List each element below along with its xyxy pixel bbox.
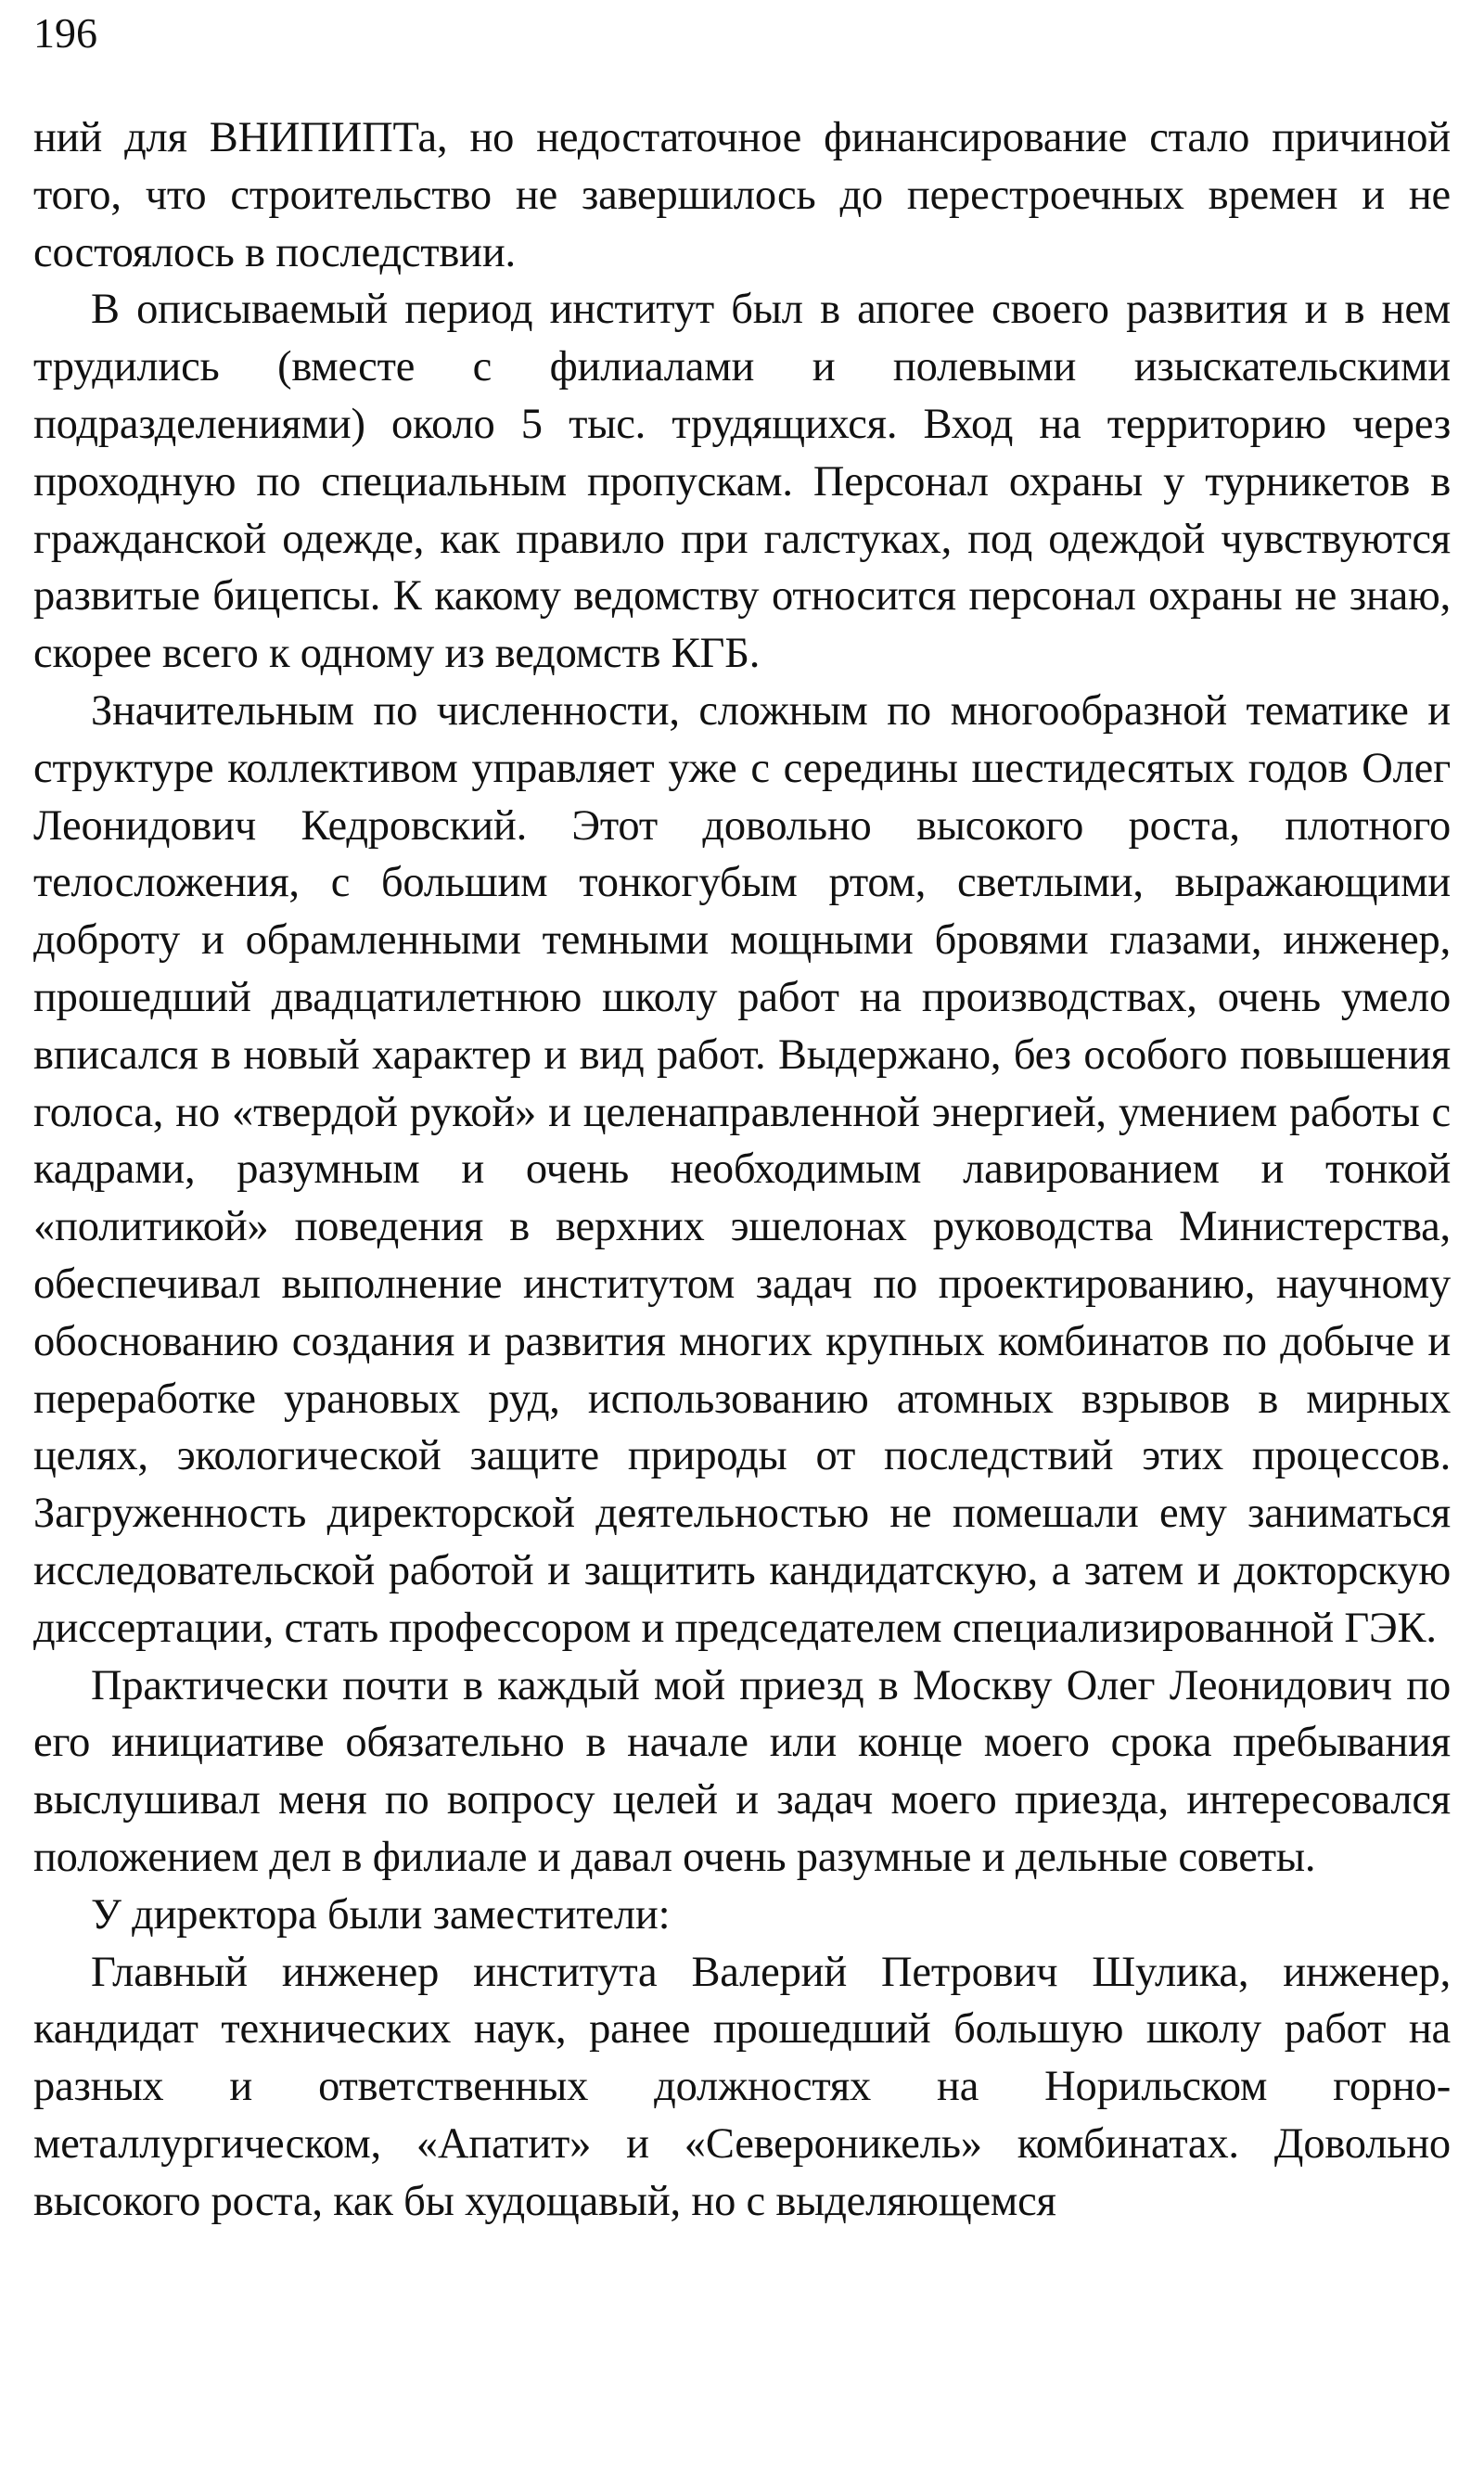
paragraph-moscow-visits: Практически почти в каждый мой приезд в Москву Олег Леонидович по его инициативе обязательно в начале или конце моего срока пребывания выслушивал меня по вопросу целей и задач моего приезда, интересовался положением дел в филиале и давал очень разумные и дельные советы. [33,1661,1451,1881]
paragraph-deputies: У директора были заместители: [91,1890,671,1939]
paragraph-chief-engineer: Главный инженер института Валерий Петрович Шулика, инженер, кандидат технических наук, ранее прошедший большую школу работ на разных и ответственных должностях на Норильском горно-металлургическом, «Апатит» и «Североникель» комбинатах. Довольно высокого роста, как бы худощавый, но с выделяющемся [33,1948,1451,2225]
paragraph-institute-period: В описываемый период институт был в апогее своего развития и в нем трудились (вместе с филиалами и полевыми изыскательскими подразделениями) около 5 тыс. трудящихся. Вход на территорию через проходную по специальным пропускам. Персонал охраны у турникетов в гражданской одежде, как правило при галстуках, под одеждой чувствуются развитые бицепсы. К какому ведомству относится персонал охраны не знаю, скорее всего к одному из ведомств КГБ. [33,286,1451,678]
paragraph-continuation: ний для ВНИПИПТа, но недостаточное финансирование стало причиной того, что строительство не завершилось до перестроечных времен и не состоялось в последствии. [33,114,1451,276]
body-text [33,109,1451,2230]
page-number: 196 [33,9,97,57]
paragraph-kedrovsky: Значительным по численности, сложным по многообразной тематике и структуре коллективом управляет уже с середины шестидесятых годов Олег Леонидович Кедровский. Этот довольно высокого роста, плотного телосложения, с большим тонкогубым ртом, светлыми, выражающими доброту и обрамленными темными мощными бровями глазами, инженер, прошедший двадцатилетнюю школу работ на производствах, очень умело вписался в новый характер и вид работ. Выдержано, без особого повышения голоса, но «твердой рукой» и целенаправленной энергией, умением работы с кадрами, разумным и очень необходимым лавированием и тонкой «политикой» поведения в верхних эшелонах руководства Министерства, обеспечивал выполнение институтом задач по проектированию, научному обоснованию создания и развития многих крупных комбинатов по добыче и переработке урановых руд, использованию атомных взрывов в мирных целях, экологической защите природы от последствий этих процессов. Загруженность директорской деятельностью не помешали ему заниматься исследовательской работой и защитить кандидатскую, а затем и докторскую диссертации, стать профессором и председателем специализированной ГЭК. [33,686,1451,1652]
